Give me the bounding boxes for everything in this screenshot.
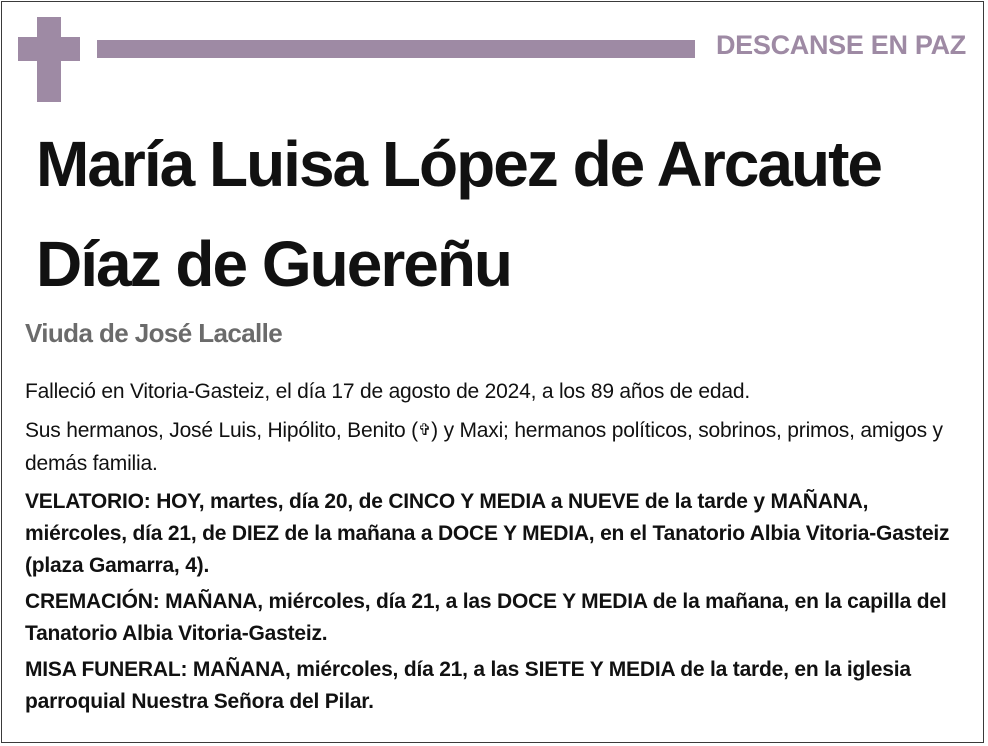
deceased-name: María Luisa López de Arcaute Díaz de Guereñu [36,128,881,300]
family-text-before: Sus hermanos, José Luis, Hipólito, Benito ( [25,419,418,442]
cross-horizontal-bar [18,37,80,61]
death-statement: Falleció en Vitoria-Gasteiz, el día 17 de agosto de 2024, a los 89 años de edad. [25,380,750,403]
small-cross-icon: ✞ [417,422,432,439]
cremation-details: CREMACIÓN: MAÑANA, miércoles, día 21, a las DOCE Y MEDIA de la mañana, en la capilla del Tanatorio Albia Vitoria-Gasteiz. [25,590,947,645]
family-text-after: ) y Maxi; hermanos políticos, sobrinos, primos, amigos y demás familia. [25,419,943,475]
funeral-details: MISA FUNERAL: MAÑANA, miércoles, día 21, a las SIETE Y MEDIA de la tarde, en la iglesia parroquial Nuestra Señora del Pilar. [25,658,911,713]
tagline: DESCANSE EN PAZ [715,30,966,60]
wake-details: VELATORIO: HOY, martes, día 20, de CINCO Y MEDIA a NUEVE de la tarde y MAÑANA, miércoles, día 21, de DIEZ de la mañana a DOCE Y MEDIA, en el Tanatorio Albia Vitoria-Gasteiz (plaza Gamarra, 4). [25,490,950,577]
deceased-subtitle: Viuda de José Lacalle [25,318,283,348]
header-rule [97,40,695,58]
family-statement [25,414,960,480]
notice-body [25,375,960,722]
